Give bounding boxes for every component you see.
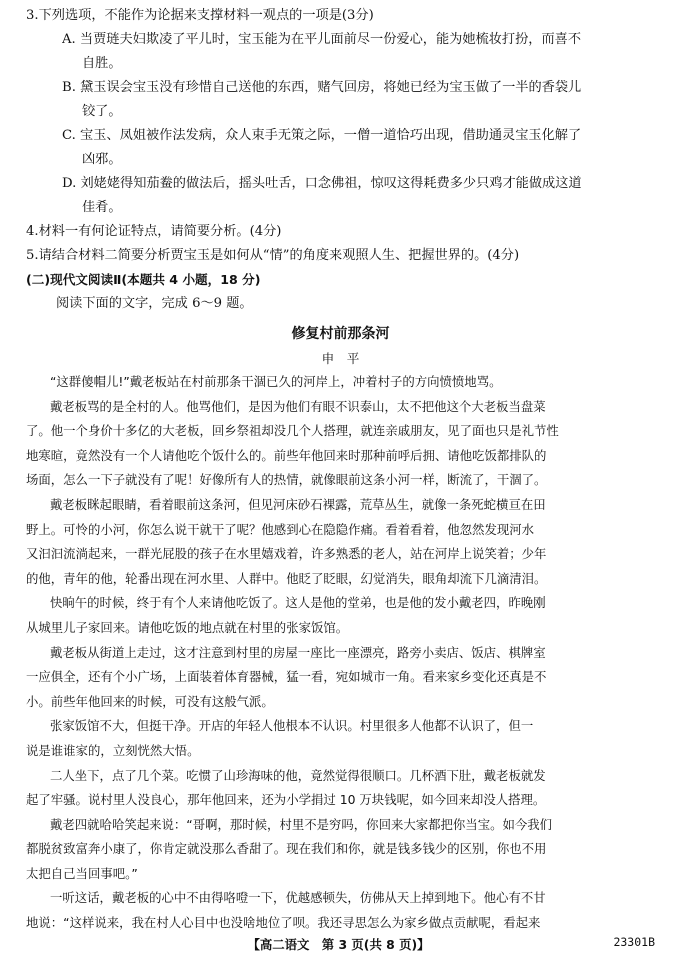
paragraph-line: 地寒暄，竟然没有一个人请他吃个饭什么的。前些年他回来时那种前呼后拥、请他吃饭都排队的 bbox=[26, 447, 547, 463]
paragraph-line: 野上。可怜的小河，你怎么说干就干了呢？他感到心在隐隐作痛。看着看着，他忽然发现河水 bbox=[26, 521, 535, 537]
paragraph bbox=[26, 714, 655, 763]
question-3-stem: 3.下列选项，不能作为论据来支撑材料一观点的一项是(3分) bbox=[26, 8, 374, 23]
option-d-line-1: D. 刘姥姥得知茄鲞的做法后，摇头吐舌，口念佛祖，惊叹这得耗费多少只鸡才能做成这道 bbox=[62, 176, 582, 191]
paragraph-line: 二人坐下，点了几个菜。吃惯了山珍海味的他，竟然觉得很顺口。几杯酒下肚，戴老板就发 bbox=[50, 767, 546, 783]
paragraph bbox=[26, 591, 655, 640]
paragraph-line: 场面，怎么一下子就没有了呢！好像所有人的热情，就像眼前这条小河一样，断流了，干涸了。 bbox=[26, 472, 547, 488]
question-5: 5.请结合材料二简要分析贾宝玉是如何从“情”的角度来观照人生、把握世界的。(4分) bbox=[26, 248, 520, 263]
reading-instruction: 阅读下面的文字，完成 6～9 题。 bbox=[56, 296, 253, 311]
paragraph bbox=[26, 813, 655, 887]
paragraph bbox=[26, 493, 655, 591]
paragraph-line: 一应俱全，还有个小广场，上面装着体育器械，猛一看，宛如城市一角。看来家乡变化还真是不 bbox=[26, 669, 547, 685]
paragraph-line: 说是谁谁家的，立刻恍然大悟。 bbox=[26, 742, 200, 758]
paragraph bbox=[26, 641, 655, 715]
paragraph-line: 快晌午的时候，终于有个人来请他吃饭了。这人是他的堂弟，也是他的发小戴老四，昨晚刚 bbox=[50, 595, 546, 611]
passage-title: 修复村前那条河 bbox=[291, 326, 390, 342]
option-a-line-1: A. 当贾琏夫妇欺凌了平儿时，宝玉能为在平儿面前尽一份爱心，能为她梳妆打扮，而喜不 bbox=[62, 32, 582, 47]
paragraph-line: 戴老板从街道上走过，这才注意到村里的房屋一座比一座漂亮，路旁小卖店、饭店、棋牌室 bbox=[50, 644, 546, 660]
paragraph-line: 戴老板骂的是全村的人。他骂他们，是因为他们有眼不识泰山，太不把他这个大老板当盘菜 bbox=[50, 398, 546, 414]
page-footer bbox=[0, 935, 677, 955]
page-number: 【高二语文 第 3 页(共 8 页)】 bbox=[247, 937, 430, 952]
paragraph bbox=[26, 370, 655, 395]
paragraph-line: 张家饭馆不大，但挺干净。开店的年轻人他根本不认识。村里很多人他都不认识了，但一 bbox=[50, 718, 534, 734]
option-d-line-2: 佳肴。 bbox=[82, 200, 122, 215]
passage-author: 申 平 bbox=[321, 351, 360, 366]
paragraph-line: 戴老板眯起眼睛，看着眼前这条河，但见河床砂石裸露，荒草丛生，就像一条死蛇横亘在田 bbox=[50, 496, 546, 512]
paragraph-line: 的他，青年的他，轮番出现在河水里、人群中。他眨了眨眼，幻觉消失，眼角却流下几滴清泪。 bbox=[26, 570, 547, 586]
question-3 bbox=[26, 4, 655, 220]
paragraph-line: 太把自己当回事吧。” bbox=[26, 865, 138, 881]
exam-code: 23301B bbox=[613, 935, 655, 949]
paragraph-line: 地说：“这样说来，我在村人心目中也没啥地位了呗。我还寻思怎么为家乡做点贡献呢，看起来 bbox=[26, 915, 541, 931]
paragraph-line: 从城里儿子家回来。请他吃饭的地点就在村里的张家饭馆。 bbox=[26, 619, 349, 635]
paragraph-line: 一听这话，戴老板的心中不由得咯噔一下，优越感顿失，仿佛从天上掉到地下。他心有不甘 bbox=[50, 890, 546, 906]
paragraph-line: 起了牢骚。说村里人没良心，那年他回来，还为小学捐过 10 万块钱呢，如今回来却没人搭理。 bbox=[26, 792, 546, 808]
paragraph bbox=[26, 886, 655, 935]
paragraph-line: “这群傻帽儿!”戴老板站在村前那条干涸已久的河岸上，冲着村子的方向愤愤地骂。 bbox=[50, 374, 502, 389]
question-4: 4.材料一有何论证特点，请简要分析。(4分) bbox=[26, 224, 282, 239]
paragraph-line: 又汩汩流淌起来，一群光屁股的孩子在水里嬉戏着，许多熟悉的老人，站在河岸上说笑着；少年 bbox=[26, 546, 547, 562]
option-b-line-2: 铰了。 bbox=[82, 104, 122, 119]
passage-body bbox=[26, 370, 655, 936]
paragraph-line: 小。前些年他回来的时候，可没有这般气派。 bbox=[26, 693, 274, 709]
section-heading: (二)现代文阅读Ⅱ(本题共 4 小题，18 分) bbox=[26, 272, 261, 287]
paragraph bbox=[26, 395, 655, 493]
paragraph-line: 了。他一个身价十多亿的大老板，回乡祭祖却没几个人搭理，就连亲戚朋友，见了面也只是礼节性 bbox=[26, 423, 559, 439]
paragraph bbox=[26, 764, 655, 813]
option-c-line-2: 凶邪。 bbox=[82, 152, 122, 167]
paragraph-line: 都脱贫致富奔小康了，你肯定就没那么香甜了。现在我们和你，就是钱多钱少的区别，你也不用 bbox=[26, 841, 547, 857]
option-c-line-1: C. 宝玉、凤姐被作法发病，众人束手无策之际，一僧一道恰巧出现，借助通灵宝玉化解了 bbox=[62, 128, 582, 143]
paragraph-line: 戴老四就哈哈笑起来说：“哥啊，那时候，村里不是穷吗，你回来大家都把你当宝。如今我们 bbox=[50, 816, 553, 832]
option-a-line-2: 自胜。 bbox=[82, 56, 122, 71]
option-b-line-1: B. 黛玉误会宝玉没有珍惜自己送他的东西，赌气回房，将她已经为宝玉做了一半的香袋儿 bbox=[62, 80, 582, 95]
